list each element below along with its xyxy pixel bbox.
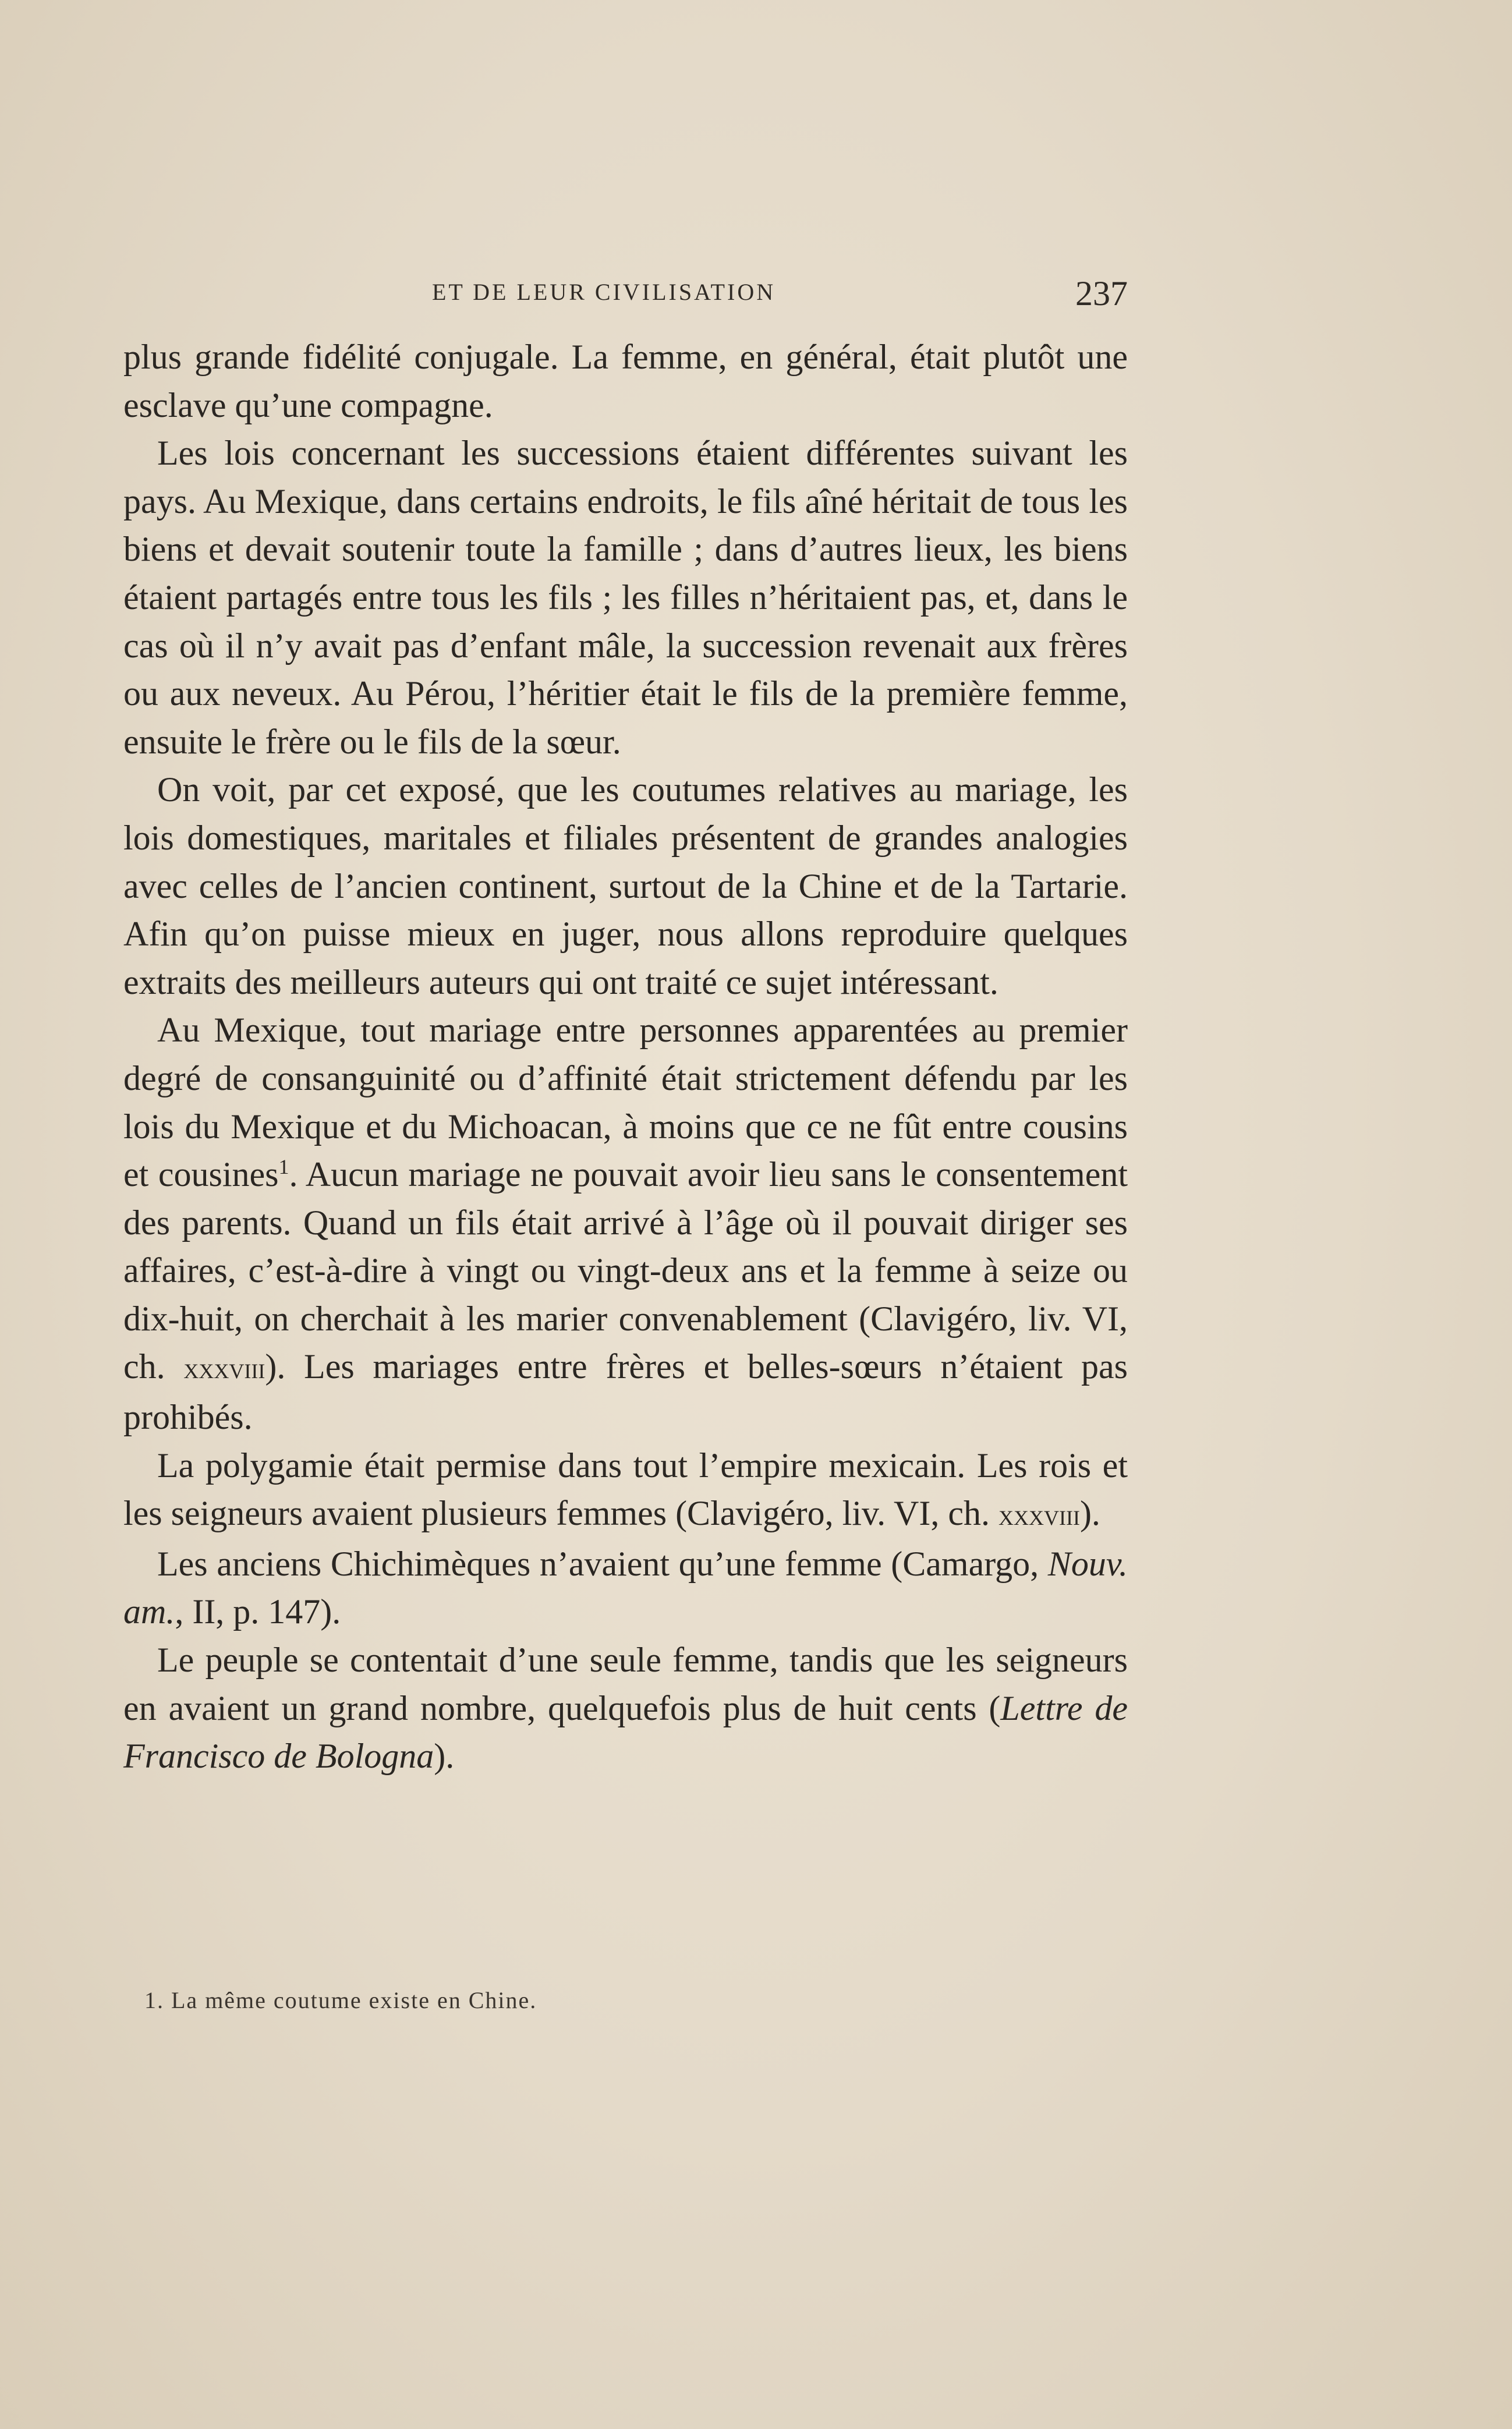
- paragraph-7-text-start: Le peuple se contentait d’une seule femme, tandis que les seigneurs en avaient un grand nombre, quelquefois plus de huit cents (: [123, 1641, 1128, 1727]
- paragraph-4-text-mid: . Aucun mariage ne pouvait avoir lieu sans le consentement des parents. Quand un fils était arrivé à l’âge où il pouvait diriger ses affaires, c’est-à-dire à vingt ou vingt-deux ans et la femme à seize ou dix-huit, on cherchait à les marier convenablement (Clavigéro, liv. VI, ch.: [123, 1155, 1128, 1386]
- paragraph-2: Les lois concernant les successions étaient différentes suivant les pays. Au Mexique, dans certains endroits, le fils aîné héritait de tous les biens et devait soutenir toute la famille ; dans d’autres lieux, les biens étaient partagés entre tous les fils ; les filles n’héritaient pas, et, dans le cas où il n’y avait pas d’enfant mâle, la succession revenait aux frères ou aux neveux. Au Pérou, l’héritier était le fils de la première femme, ensuite le frère ou le fils de la sœur.: [123, 434, 1128, 761]
- running-title: ET DE LEUR CIVILISATION: [432, 279, 776, 305]
- citation-title: Nouv. am.: [123, 1544, 1128, 1631]
- paragraph-5: [123, 1442, 1128, 1540]
- paragraph-3: On voit, par cet exposé, que les coutumes relatives au mariage, les lois domestiques, maritales et filiales présentent de grandes analogies avec celles de l’ancien continent, surtout de la Chine et de la Tartarie. Afin qu’on puisse mieux en juger, nous allons reproduire quelques extraits des meilleurs auteurs qui ont traité ce sujet intéressant.: [123, 770, 1128, 1001]
- paragraph-4-text-end: ). Les mariages entre frères et belles-sœurs n’étaient pas prohibés.: [123, 1347, 1128, 1437]
- paragraph-7-text-end: ).: [434, 1737, 455, 1776]
- paragraph-5-text-start: La polygamie était permise dans tout l’empire mexicain. Les rois et les seigneurs avaient plusieurs femmes (Clavigéro, liv. VI, ch.: [123, 1446, 1128, 1533]
- paragraph-6-text-end: , II, p. 147).: [175, 1592, 341, 1631]
- footnote: 1. La même coutume existe en Chine.: [144, 1987, 537, 2013]
- chapter-numeral: xxxviii: [183, 1352, 265, 1386]
- paragraph-7: [123, 1636, 1128, 1780]
- paragraph-5-text-end: ).: [1079, 1494, 1100, 1533]
- paragraph-6: [123, 1540, 1128, 1636]
- footnote-reference: 1: [278, 1155, 289, 1179]
- paragraph-4: [123, 1006, 1128, 1441]
- body-text: [123, 333, 1128, 1780]
- paragraph-1: plus grande fidélité conjugale. La femme, en général, était plutôt une esclave qu’une compagne.: [123, 338, 1128, 424]
- paragraph-4-text-start: Au Mexique, tout mariage entre personnes apparentées au premier degré de consanguinité ou d’affinité était strictement défendu par les lois du Mexique et du Michoacan, à moins que ce ne fût entre cousins et cousines: [123, 1011, 1128, 1194]
- page-number: 237: [1075, 274, 1128, 313]
- running-head: [123, 274, 1128, 314]
- paragraph-6-text-start: Les anciens Chichimèques n’avaient qu’une femme (Camargo,: [157, 1544, 1048, 1583]
- citation-title: Lettre de Francisco de Bologna: [123, 1688, 1128, 1776]
- chapter-numeral: xxxviii: [998, 1499, 1080, 1532]
